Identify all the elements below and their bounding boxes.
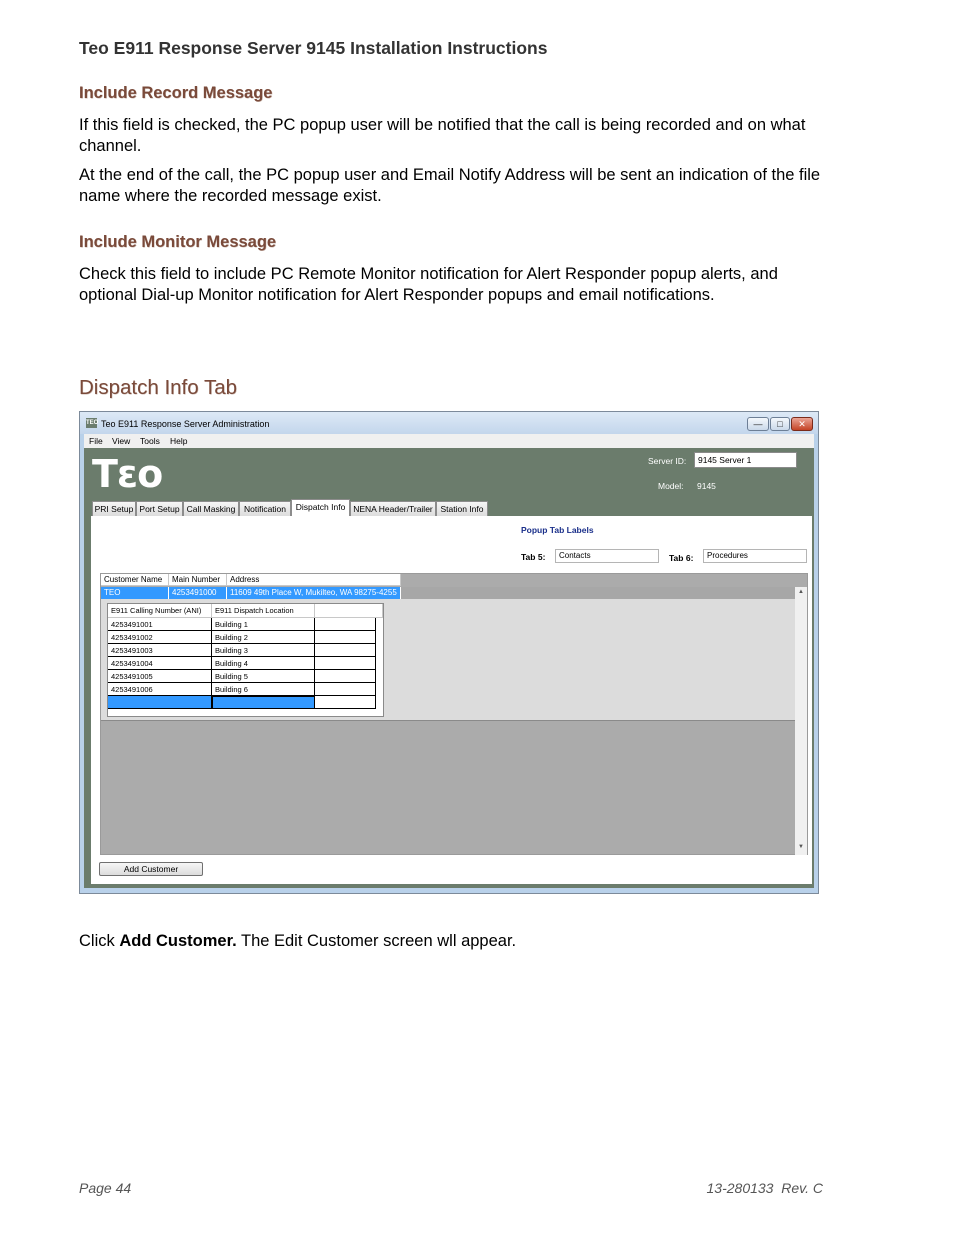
- customer-row-address[interactable]: 11609 49th Place W, Mukilteo, WA 98275-4255: [227, 587, 401, 599]
- maximize-button[interactable]: □: [770, 417, 790, 431]
- dispatch-new-row-number[interactable]: [108, 696, 212, 709]
- server-id-label: Server ID:: [648, 456, 687, 466]
- scroll-down-icon[interactable]: ▼: [798, 844, 804, 850]
- dispatch-row-blank: [315, 631, 376, 644]
- dispatch-row-location[interactable]: Building 6: [212, 683, 315, 696]
- document-header: Teo E911 Response Server 9145 Installation Instructions: [79, 38, 548, 58]
- minimize-button[interactable]: —: [747, 417, 769, 431]
- window-title: Teo E911 Response Server Administration: [101, 419, 270, 429]
- dispatch-row-location[interactable]: Building 3: [212, 644, 315, 657]
- menu-file[interactable]: File: [89, 436, 103, 446]
- section-heading-monitor: Include Monitor Message: [79, 233, 277, 251]
- dispatch-row-location[interactable]: Building 5: [212, 670, 315, 683]
- grid-scrollbar[interactable]: [795, 587, 807, 855]
- menu-help[interactable]: Help: [170, 436, 188, 446]
- dispatch-row-number[interactable]: 4253491004: [108, 657, 212, 670]
- dispatch-row-location[interactable]: Building 4: [212, 657, 315, 670]
- paragraph-record-1: If this field is checked, the PC popup user will be notified that the call is being recorded and on what channel.: [79, 116, 806, 155]
- dispatch-row-blank: [315, 683, 376, 696]
- column-header-calling-number[interactable]: E911 Calling Number (ANI): [108, 604, 212, 618]
- tab-station-info[interactable]: Station Info: [436, 501, 488, 516]
- tab-nena-header-trailer[interactable]: NENA Header/Trailer: [350, 501, 436, 516]
- dispatch-row-number[interactable]: 4253491001: [108, 618, 212, 631]
- model-value: 9145: [697, 481, 716, 491]
- server-id-input[interactable]: 9145 Server 1: [694, 452, 797, 468]
- dispatch-row-blank: [315, 670, 376, 683]
- menu-tools[interactable]: Tools: [140, 436, 160, 446]
- teo-logo: Tεo: [92, 452, 163, 496]
- close-button[interactable]: ✕: [791, 417, 813, 431]
- dispatch-row-number[interactable]: 4253491002: [108, 631, 212, 644]
- tab-port-setup[interactable]: Port Setup: [136, 501, 183, 516]
- dispatch-row-number[interactable]: 4253491005: [108, 670, 212, 683]
- customer-row-fill: [401, 587, 796, 599]
- instruction-suffix: The Edit Customer screen wll appear.: [236, 932, 517, 950]
- dispatch-info-tab-heading: Dispatch Info Tab: [79, 376, 238, 399]
- tab-dispatch-info[interactable]: Dispatch Info: [291, 499, 350, 516]
- dispatch-row-number[interactable]: 4253491003: [108, 644, 212, 657]
- add-customer-button[interactable]: Add Customer: [99, 862, 203, 876]
- tab6-label: Tab 6:: [669, 553, 694, 563]
- client-area: [84, 448, 814, 888]
- tab-call-masking[interactable]: Call Masking: [183, 501, 239, 516]
- instruction-bold: Add Customer.: [119, 932, 237, 950]
- tab-notification[interactable]: Notification: [239, 501, 291, 516]
- tab6-input[interactable]: Procedures: [703, 549, 807, 563]
- customer-grid[interactable]: [100, 573, 808, 855]
- instruction-line: [79, 932, 516, 951]
- model-label: Model:: [658, 481, 684, 491]
- dispatch-row-blank: [315, 618, 376, 631]
- window-title-bar[interactable]: [80, 412, 818, 434]
- popup-tab-labels-title: Popup Tab Labels: [521, 525, 594, 535]
- dispatch-new-row-location[interactable]: [212, 696, 315, 709]
- dispatch-location-grid[interactable]: [107, 603, 384, 717]
- dispatch-row-location[interactable]: Building 1: [212, 618, 315, 631]
- section-heading-record: Include Record Message: [79, 84, 273, 102]
- column-header-main-number[interactable]: Main Number: [169, 574, 227, 586]
- tab5-input[interactable]: Contacts: [555, 549, 659, 563]
- tab5-label: Tab 5:: [521, 552, 546, 562]
- paragraph-record-2: At the end of the call, the PC popup user and Email Notify Address will be sent an indication of the file name where the recorded message exist.: [79, 166, 821, 205]
- child-grid-area: [101, 599, 796, 721]
- app-screenshot: [79, 411, 819, 894]
- dispatch-new-row-blank: [315, 696, 376, 709]
- column-header-address[interactable]: Address: [227, 574, 401, 586]
- scroll-up-icon[interactable]: ▲: [798, 589, 804, 595]
- dispatch-row-blank: [315, 644, 376, 657]
- grid-empty-area: [101, 721, 796, 854]
- column-header-customer-name[interactable]: Customer Name: [101, 574, 169, 586]
- column-header-dispatch-location[interactable]: E911 Dispatch Location: [212, 604, 315, 618]
- dispatch-info-panel: [91, 516, 812, 884]
- customer-row-number[interactable]: 4253491000: [169, 587, 227, 599]
- app-logo-icon: TEO: [86, 420, 99, 426]
- dispatch-row-blank: [315, 657, 376, 670]
- column-header-blank: [315, 604, 383, 618]
- dispatch-row-number[interactable]: 4253491006: [108, 683, 212, 696]
- menu-view[interactable]: View: [112, 436, 131, 446]
- footer-doc-number: 13-280133 Rev. C: [706, 1180, 823, 1196]
- footer-page-number: Page 44: [79, 1180, 132, 1196]
- customer-row-name[interactable]: TEO: [101, 587, 169, 599]
- paragraph-monitor-1: Check this field to include PC Remote Monitor notification for Alert Responder popup alerts, and optional Dial-up Monitor notification for Alert Responder popups and email notifications.: [79, 265, 778, 304]
- tab-pri-setup[interactable]: PRI Setup: [92, 501, 136, 516]
- instruction-prefix: Click: [79, 932, 120, 950]
- menu-bar: [84, 434, 814, 448]
- dispatch-row-location[interactable]: Building 2: [212, 631, 315, 644]
